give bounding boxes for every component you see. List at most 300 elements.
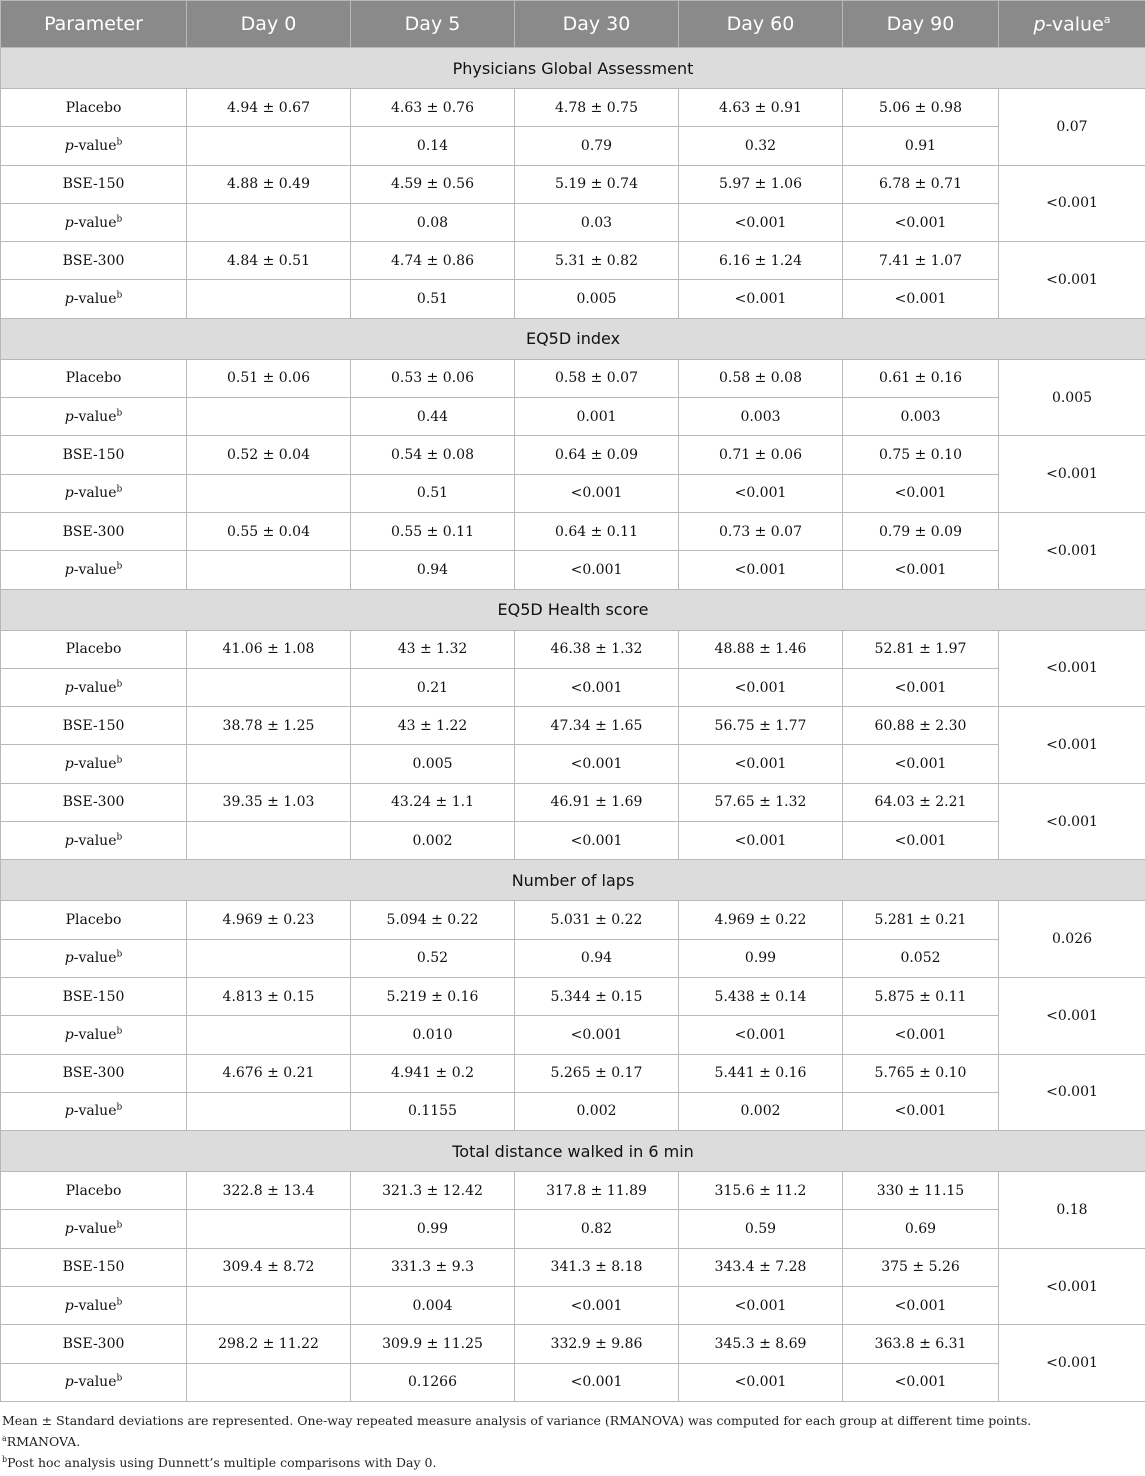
section-row xyxy=(1,1131,1145,1172)
value-cell: 5.875 ± 0.11 xyxy=(843,977,999,1015)
header-day-30: Day 30 xyxy=(515,1,679,48)
value-cell: 0.52 ± 0.04 xyxy=(187,436,351,474)
value-cell: 56.75 ± 1.77 xyxy=(679,707,843,745)
pvalue-label-italic: p xyxy=(64,1026,74,1043)
value-cell: 0.75 ± 0.10 xyxy=(843,436,999,474)
pvalue-label-sup: b xyxy=(116,1102,123,1113)
pvalue-cell-empty xyxy=(187,668,351,706)
pvalue-cell: 0.94 xyxy=(351,551,515,589)
group-name: Placebo xyxy=(1,630,187,668)
value-cell: 39.35 ± 1.03 xyxy=(187,783,351,821)
value-cell: 363.8 ± 6.31 xyxy=(843,1325,999,1363)
rmanova-p-cell: <0.001 xyxy=(999,630,1145,707)
value-cell: 4.63 ± 0.76 xyxy=(351,89,515,127)
pvalue-cell: <0.001 xyxy=(843,1363,999,1401)
value-cell: 0.64 ± 0.11 xyxy=(515,512,679,550)
pvalue-label-sup: b xyxy=(116,949,123,960)
pvalue-cell: <0.001 xyxy=(679,551,843,589)
pvalue-cell: <0.001 xyxy=(515,822,679,860)
pvalue-cell: <0.001 xyxy=(515,1287,679,1325)
pvalue-label-suffix: -value xyxy=(73,485,117,502)
value-cell: 4.969 ± 0.22 xyxy=(679,901,843,939)
value-cell: 4.94 ± 0.67 xyxy=(187,89,351,127)
pvalue-cell: 0.99 xyxy=(351,1210,515,1248)
pvalue-cell: <0.001 xyxy=(515,1016,679,1054)
pvalue-label-suffix: -value xyxy=(73,137,117,154)
value-cell: 298.2 ± 11.22 xyxy=(187,1325,351,1363)
value-cell: 0.71 ± 0.06 xyxy=(679,436,843,474)
value-cell: 0.51 ± 0.06 xyxy=(187,359,351,397)
pvalue-cell-empty xyxy=(187,1287,351,1325)
value-cell: 64.03 ± 2.21 xyxy=(843,783,999,821)
pvalue-label-sup: b xyxy=(116,1373,123,1384)
group-name: BSE-300 xyxy=(1,783,187,821)
pvalue-label-sup: b xyxy=(116,1220,123,1231)
rmanova-p-cell: <0.001 xyxy=(999,165,1145,242)
pvalue-cell: <0.001 xyxy=(843,1287,999,1325)
pvalue-label-italic: p xyxy=(64,1374,74,1391)
pvalue-label-suffix: -value xyxy=(73,1297,117,1314)
pvalue-cell-empty xyxy=(187,822,351,860)
pvalue-cell: <0.001 xyxy=(843,474,999,512)
section-row xyxy=(1,589,1145,630)
pvalue-cell: <0.001 xyxy=(843,551,999,589)
pvalue-label-italic: p xyxy=(64,485,74,502)
value-cell: 330 ± 11.15 xyxy=(843,1172,999,1210)
pvalue-cell: 0.003 xyxy=(843,398,999,436)
pvalue-label-italic: p xyxy=(64,950,74,967)
pvalue-cell: <0.001 xyxy=(515,745,679,783)
pvalue-cell: <0.001 xyxy=(679,1016,843,1054)
pvalue-row xyxy=(1,1016,1145,1054)
pvalue-cell: 0.99 xyxy=(679,939,843,977)
value-cell: 57.65 ± 1.32 xyxy=(679,783,843,821)
table-body xyxy=(1,48,1145,1402)
value-cell: 6.78 ± 0.71 xyxy=(843,165,999,203)
pvalue-cell-empty xyxy=(187,280,351,318)
value-cell: 5.344 ± 0.15 xyxy=(515,977,679,1015)
pvalue-cell: <0.001 xyxy=(843,1092,999,1130)
pvalue-cell: <0.001 xyxy=(843,822,999,860)
pvalue-cell: <0.001 xyxy=(679,474,843,512)
group-row xyxy=(1,783,1145,821)
value-cell: 46.38 ± 1.32 xyxy=(515,630,679,668)
value-cell: 60.88 ± 2.30 xyxy=(843,707,999,745)
rmanova-p-cell: 0.005 xyxy=(999,359,1145,436)
pvalue-cell: 0.32 xyxy=(679,127,843,165)
value-cell: 4.969 ± 0.23 xyxy=(187,901,351,939)
value-cell: 317.8 ± 11.89 xyxy=(515,1172,679,1210)
value-cell: 0.58 ± 0.08 xyxy=(679,359,843,397)
section-row xyxy=(1,48,1145,89)
group-name: BSE-300 xyxy=(1,512,187,550)
table-header xyxy=(1,1,1145,48)
group-name: BSE-150 xyxy=(1,707,187,745)
pvalue-cell-empty xyxy=(187,1363,351,1401)
pvalue-label-italic: p xyxy=(64,1297,74,1314)
pvalue-label-suffix: -value xyxy=(73,561,117,578)
group-row xyxy=(1,977,1145,1015)
pvalue-cell: <0.001 xyxy=(515,1363,679,1401)
value-cell: 375 ± 5.26 xyxy=(843,1248,999,1286)
pvalue-cell: <0.001 xyxy=(679,280,843,318)
pvalue-label xyxy=(1,280,187,318)
value-cell: 5.441 ± 0.16 xyxy=(679,1054,843,1092)
section-title: Physicians Global Assessment xyxy=(1,48,1145,89)
value-cell: 4.63 ± 0.91 xyxy=(679,89,843,127)
value-cell: 41.06 ± 1.08 xyxy=(187,630,351,668)
group-name: Placebo xyxy=(1,89,187,127)
pvalue-label-suffix: -value xyxy=(73,1103,117,1120)
pvalue-label-italic: p xyxy=(64,1221,74,1238)
value-cell: 343.4 ± 7.28 xyxy=(679,1248,843,1286)
group-name: BSE-150 xyxy=(1,436,187,474)
value-cell: 43 ± 1.22 xyxy=(351,707,515,745)
pvalue-cell: 0.91 xyxy=(843,127,999,165)
footnote-a-text: RMANOVA. xyxy=(6,1433,81,1449)
pvalue-cell: 0.002 xyxy=(679,1092,843,1130)
pvalue-label xyxy=(1,939,187,977)
value-cell: 0.79 ± 0.09 xyxy=(843,512,999,550)
pvalue-label xyxy=(1,668,187,706)
rmanova-p-cell: <0.001 xyxy=(999,1325,1145,1402)
group-name: BSE-300 xyxy=(1,1325,187,1363)
value-cell: 48.88 ± 1.46 xyxy=(679,630,843,668)
pvalue-cell: <0.001 xyxy=(515,668,679,706)
pvalue-label-suffix: -value xyxy=(73,756,117,773)
rmanova-p-cell: <0.001 xyxy=(999,1248,1145,1325)
pvalue-label xyxy=(1,1210,187,1248)
value-cell: 0.64 ± 0.09 xyxy=(515,436,679,474)
value-cell: 4.84 ± 0.51 xyxy=(187,242,351,280)
value-cell: 47.34 ± 1.65 xyxy=(515,707,679,745)
rmanova-p-cell: <0.001 xyxy=(999,242,1145,319)
value-cell: 315.6 ± 11.2 xyxy=(679,1172,843,1210)
rmanova-p-cell: <0.001 xyxy=(999,977,1145,1054)
value-cell: 43 ± 1.32 xyxy=(351,630,515,668)
value-cell: 5.31 ± 0.82 xyxy=(515,242,679,280)
pvalue-row xyxy=(1,1210,1145,1248)
section-title: Number of laps xyxy=(1,860,1145,901)
pvalue-label-suffix: -value xyxy=(73,679,117,696)
pvalue-cell: 0.1155 xyxy=(351,1092,515,1130)
group-name: BSE-300 xyxy=(1,1054,187,1092)
rmanova-p-cell: 0.026 xyxy=(999,901,1145,978)
pvalue-cell: <0.001 xyxy=(843,280,999,318)
pvalue-row xyxy=(1,280,1145,318)
pvalue-label-italic: p xyxy=(64,561,74,578)
pvalue-label-suffix: -value xyxy=(73,1026,117,1043)
group-row xyxy=(1,630,1145,668)
header-p-suffix: -value xyxy=(1045,13,1104,36)
value-cell: 5.06 ± 0.98 xyxy=(843,89,999,127)
pvalue-cell: 0.94 xyxy=(515,939,679,977)
rmanova-p-cell: <0.001 xyxy=(999,512,1145,589)
pvalue-cell: 0.052 xyxy=(843,939,999,977)
footnote-main: Mean ± Standard deviations are represented. One-way repeated measure analysis of variance (RMANOVA) was computed for each group at different time points. xyxy=(2,1412,1032,1428)
pvalue-cell: 0.82 xyxy=(515,1210,679,1248)
group-name: BSE-150 xyxy=(1,1248,187,1286)
pvalue-row xyxy=(1,1092,1145,1130)
pvalue-label xyxy=(1,474,187,512)
pvalue-cell: 0.69 xyxy=(843,1210,999,1248)
pvalue-cell: <0.001 xyxy=(679,668,843,706)
value-cell: 5.765 ± 0.10 xyxy=(843,1054,999,1092)
pvalue-label-sup: b xyxy=(116,213,123,224)
pvalue-cell-empty xyxy=(187,551,351,589)
pvalue-label-suffix: -value xyxy=(73,950,117,967)
pvalue-label-sup: b xyxy=(116,755,123,766)
pvalue-label xyxy=(1,127,187,165)
pvalue-cell: 0.21 xyxy=(351,668,515,706)
section-row xyxy=(1,318,1145,359)
pvalue-cell: 0.003 xyxy=(679,398,843,436)
value-cell: 52.81 ± 1.97 xyxy=(843,630,999,668)
pvalue-cell-empty xyxy=(187,203,351,241)
rmanova-p-cell: <0.001 xyxy=(999,1054,1145,1131)
rmanova-p-cell: 0.18 xyxy=(999,1172,1145,1249)
pvalue-cell-empty xyxy=(187,1092,351,1130)
pvalue-cell: <0.001 xyxy=(679,203,843,241)
pvalue-cell: <0.001 xyxy=(679,1287,843,1325)
pvalue-label xyxy=(1,203,187,241)
pvalue-label-italic: p xyxy=(64,291,74,308)
pvalue-cell: <0.001 xyxy=(679,822,843,860)
value-cell: 331.3 ± 9.3 xyxy=(351,1248,515,1286)
section-row xyxy=(1,860,1145,901)
value-cell: 4.59 ± 0.56 xyxy=(351,165,515,203)
header-p-italic: p xyxy=(1033,13,1046,36)
pvalue-label-sup: b xyxy=(116,408,123,419)
pvalue-cell: 0.44 xyxy=(351,398,515,436)
pvalue-label-sup: b xyxy=(116,1026,123,1037)
pvalue-cell: 0.59 xyxy=(679,1210,843,1248)
group-row xyxy=(1,165,1145,203)
value-cell: 0.55 ± 0.11 xyxy=(351,512,515,550)
rmanova-p-cell: <0.001 xyxy=(999,707,1145,784)
pvalue-cell: <0.001 xyxy=(515,551,679,589)
group-row xyxy=(1,89,1145,127)
value-cell: 309.4 ± 8.72 xyxy=(187,1248,351,1286)
pvalue-cell: <0.001 xyxy=(843,745,999,783)
rmanova-p-cell: <0.001 xyxy=(999,436,1145,513)
pvalue-row xyxy=(1,551,1145,589)
value-cell: 4.813 ± 0.15 xyxy=(187,977,351,1015)
value-cell: 4.78 ± 0.75 xyxy=(515,89,679,127)
header-day-0: Day 0 xyxy=(187,1,351,48)
header-p-value xyxy=(999,1,1145,48)
value-cell: 38.78 ± 1.25 xyxy=(187,707,351,745)
pvalue-row xyxy=(1,1287,1145,1325)
pvalue-cell: <0.001 xyxy=(515,474,679,512)
group-name: BSE-150 xyxy=(1,165,187,203)
pvalue-label-sup: b xyxy=(116,832,123,843)
group-row xyxy=(1,901,1145,939)
section-title: EQ5D index xyxy=(1,318,1145,359)
pvalue-label-suffix: -value xyxy=(73,214,117,231)
group-row xyxy=(1,1325,1145,1363)
group-name: Placebo xyxy=(1,1172,187,1210)
pvalue-row xyxy=(1,203,1145,241)
pvalue-label-suffix: -value xyxy=(73,291,117,308)
pvalue-cell-empty xyxy=(187,474,351,512)
value-cell: 6.16 ± 1.24 xyxy=(679,242,843,280)
pvalue-cell: 0.14 xyxy=(351,127,515,165)
pvalue-cell-empty xyxy=(187,398,351,436)
value-cell: 4.676 ± 0.21 xyxy=(187,1054,351,1092)
pvalue-label-sup: b xyxy=(116,137,123,148)
section-title: Total distance walked in 6 min xyxy=(1,1131,1145,1172)
value-cell: 5.265 ± 0.17 xyxy=(515,1054,679,1092)
group-row xyxy=(1,707,1145,745)
group-row xyxy=(1,1172,1145,1210)
pvalue-label-italic: p xyxy=(64,679,74,696)
header-day-90: Day 90 xyxy=(843,1,999,48)
pvalue-row xyxy=(1,822,1145,860)
pvalue-row xyxy=(1,474,1145,512)
pvalue-cell: 0.51 xyxy=(351,474,515,512)
group-name: BSE-300 xyxy=(1,242,187,280)
rmanova-p-cell: 0.07 xyxy=(999,89,1145,166)
pvalue-cell: 0.005 xyxy=(351,745,515,783)
pvalue-row xyxy=(1,939,1145,977)
pvalue-label-italic: p xyxy=(64,832,74,849)
pvalue-row xyxy=(1,1363,1145,1401)
pvalue-row xyxy=(1,398,1145,436)
value-cell: 5.094 ± 0.22 xyxy=(351,901,515,939)
pvalue-label xyxy=(1,1363,187,1401)
value-cell: 5.219 ± 0.16 xyxy=(351,977,515,1015)
value-cell: 43.24 ± 1.1 xyxy=(351,783,515,821)
pvalue-label-sup: b xyxy=(116,484,123,495)
value-cell: 5.281 ± 0.21 xyxy=(843,901,999,939)
value-cell: 4.941 ± 0.2 xyxy=(351,1054,515,1092)
pvalue-cell: 0.03 xyxy=(515,203,679,241)
header-p-sup: a xyxy=(1103,12,1111,26)
value-cell: 0.55 ± 0.04 xyxy=(187,512,351,550)
value-cell: 5.031 ± 0.22 xyxy=(515,901,679,939)
value-cell: 0.61 ± 0.16 xyxy=(843,359,999,397)
group-row xyxy=(1,359,1145,397)
pvalue-row xyxy=(1,127,1145,165)
header-parameter: Parameter xyxy=(1,1,187,48)
pvalue-label xyxy=(1,1016,187,1054)
pvalue-label-suffix: -value xyxy=(73,1221,117,1238)
footnote-a-marker: a xyxy=(2,1433,7,1443)
pvalue-cell: 0.005 xyxy=(515,280,679,318)
pvalue-label-italic: p xyxy=(64,408,74,425)
group-row xyxy=(1,242,1145,280)
pvalue-cell-empty xyxy=(187,127,351,165)
pvalue-cell: 0.1266 xyxy=(351,1363,515,1401)
pvalue-cell-empty xyxy=(187,1016,351,1054)
pvalue-cell: <0.001 xyxy=(679,1363,843,1401)
pvalue-label-suffix: -value xyxy=(73,832,117,849)
pvalue-cell-empty xyxy=(187,745,351,783)
pvalue-label xyxy=(1,551,187,589)
value-cell: 5.19 ± 0.74 xyxy=(515,165,679,203)
group-row xyxy=(1,512,1145,550)
footnote-b-text: Post hoc analysis using Dunnett’s multiple comparisons with Day 0. xyxy=(7,1454,437,1470)
value-cell: 0.53 ± 0.06 xyxy=(351,359,515,397)
header-day-5: Day 5 xyxy=(351,1,515,48)
value-cell: 321.3 ± 12.42 xyxy=(351,1172,515,1210)
pvalue-cell-empty xyxy=(187,939,351,977)
pvalue-label-italic: p xyxy=(64,1103,74,1120)
pvalue-label-suffix: -value xyxy=(73,1374,117,1391)
value-cell: 332.9 ± 9.86 xyxy=(515,1325,679,1363)
header-day-60: Day 60 xyxy=(679,1,843,48)
pvalue-cell: <0.001 xyxy=(843,1016,999,1054)
pvalue-cell: 0.52 xyxy=(351,939,515,977)
value-cell: 345.3 ± 8.69 xyxy=(679,1325,843,1363)
pvalue-label xyxy=(1,1287,187,1325)
rmanova-p-cell: <0.001 xyxy=(999,783,1145,860)
pvalue-cell: <0.001 xyxy=(843,668,999,706)
pvalue-cell-empty xyxy=(187,1210,351,1248)
pvalue-cell: 0.08 xyxy=(351,203,515,241)
value-cell: 5.438 ± 0.14 xyxy=(679,977,843,1015)
pvalue-cell: 0.001 xyxy=(515,398,679,436)
value-cell: 4.88 ± 0.49 xyxy=(187,165,351,203)
pvalue-label-sup: b xyxy=(116,290,123,301)
value-cell: 46.91 ± 1.69 xyxy=(515,783,679,821)
pvalue-cell: 0.002 xyxy=(515,1092,679,1130)
value-cell: 0.54 ± 0.08 xyxy=(351,436,515,474)
pvalue-label xyxy=(1,398,187,436)
pvalue-cell: <0.001 xyxy=(843,203,999,241)
pvalue-label xyxy=(1,745,187,783)
footnote-b-marker: b xyxy=(2,1454,8,1464)
footnote-a xyxy=(2,1431,1143,1452)
pvalue-cell: 0.004 xyxy=(351,1287,515,1325)
value-cell: 7.41 ± 1.07 xyxy=(843,242,999,280)
group-row xyxy=(1,1054,1145,1092)
value-cell: 341.3 ± 8.18 xyxy=(515,1248,679,1286)
pvalue-cell: 0.79 xyxy=(515,127,679,165)
pvalue-label-italic: p xyxy=(64,756,74,773)
group-name: BSE-150 xyxy=(1,977,187,1015)
value-cell: 322.8 ± 13.4 xyxy=(187,1172,351,1210)
header-row xyxy=(1,1,1145,48)
value-cell: 0.58 ± 0.07 xyxy=(515,359,679,397)
pvalue-cell: 0.010 xyxy=(351,1016,515,1054)
pvalue-label-sup: b xyxy=(116,678,123,689)
value-cell: 4.74 ± 0.86 xyxy=(351,242,515,280)
pvalue-label-suffix: -value xyxy=(73,408,117,425)
section-title: EQ5D Health score xyxy=(1,589,1145,630)
pvalue-label-italic: p xyxy=(64,137,74,154)
pvalue-cell: <0.001 xyxy=(679,745,843,783)
pvalue-cell: 0.002 xyxy=(351,822,515,860)
pvalue-label-sup: b xyxy=(116,561,123,572)
pvalue-label-italic: p xyxy=(64,214,74,231)
footnote-b xyxy=(2,1452,1143,1473)
pvalue-row xyxy=(1,668,1145,706)
value-cell: 309.9 ± 11.25 xyxy=(351,1325,515,1363)
pvalue-cell: 0.51 xyxy=(351,280,515,318)
pvalue-label xyxy=(1,822,187,860)
group-row xyxy=(1,436,1145,474)
group-name: Placebo xyxy=(1,359,187,397)
pvalue-label xyxy=(1,1092,187,1130)
value-cell: 0.73 ± 0.07 xyxy=(679,512,843,550)
group-name: Placebo xyxy=(1,901,187,939)
group-row xyxy=(1,1248,1145,1286)
footnotes xyxy=(0,1402,1145,1473)
pvalue-label-sup: b xyxy=(116,1297,123,1307)
value-cell: 5.97 ± 1.06 xyxy=(679,165,843,203)
